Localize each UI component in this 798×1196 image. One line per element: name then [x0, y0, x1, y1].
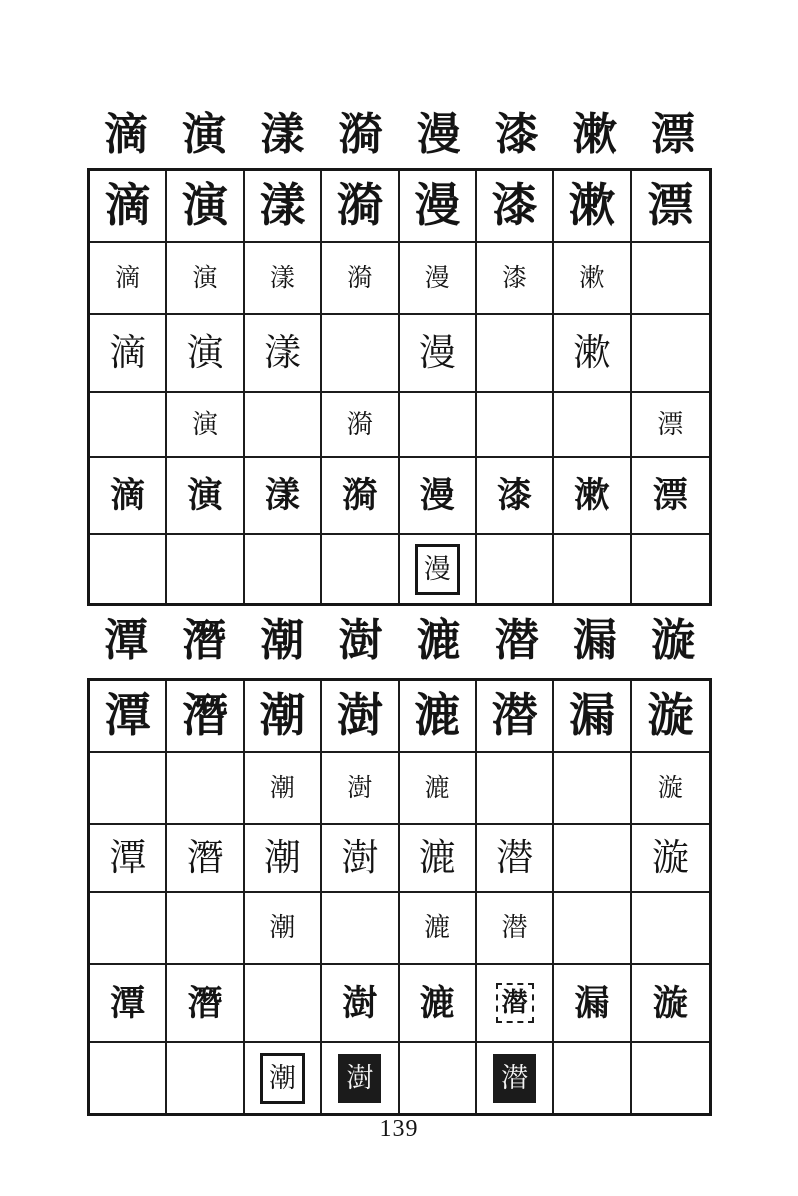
ancient-script-glyph: 漪	[346, 409, 373, 439]
glyph-cell	[554, 458, 631, 535]
ancient-script-glyph: 漫	[424, 264, 450, 292]
ancient-script-glyph: 漆	[497, 476, 533, 515]
ancient-script-glyph: 潮	[260, 1053, 305, 1104]
ancient-script-glyph: 演	[187, 476, 223, 515]
glyph-cell	[245, 681, 322, 753]
ancient-script-glyph: 潭	[110, 983, 146, 1023]
glyph-cell	[554, 965, 631, 1043]
glyph-cell	[245, 243, 322, 315]
glyph-cell	[90, 171, 167, 243]
ancient-script-glyph: 漫	[419, 476, 455, 515]
ancient-script-glyph: 漪	[336, 180, 383, 231]
ancient-script-glyph: 澍	[338, 1054, 381, 1103]
empty-cell	[632, 243, 709, 315]
empty-cell	[322, 893, 399, 965]
glyph-cell	[322, 243, 399, 315]
empty-cell	[167, 535, 244, 603]
ancient-script-glyph: 漉	[419, 983, 455, 1023]
glyph-cell	[554, 243, 631, 315]
ancient-script-glyph: 演	[186, 332, 224, 374]
ancient-script-glyph: 漪	[342, 476, 378, 515]
empty-cell	[245, 535, 322, 603]
empty-cell	[90, 393, 167, 458]
column-header-char: 潮	[260, 616, 305, 665]
glyph-cell	[167, 681, 244, 753]
glyph-cell	[322, 825, 399, 893]
glyph-cell	[90, 825, 167, 893]
ancient-script-glyph: 漾	[269, 264, 295, 292]
ancient-script-glyph: 漫	[414, 180, 461, 231]
ancient-script-glyph: 漩	[651, 837, 689, 879]
empty-cell	[167, 753, 244, 825]
ancient-script-glyph: 漪	[347, 264, 373, 292]
ancient-script-glyph: 漱	[579, 264, 605, 292]
empty-cell	[400, 1043, 477, 1113]
column-header-char: 澍	[338, 616, 383, 665]
ancient-script-glyph: 漂	[652, 476, 688, 515]
empty-cell	[477, 753, 554, 825]
glyph-cell	[477, 1043, 554, 1113]
ancient-script-glyph: 漩	[657, 774, 683, 802]
ancient-script-glyph: 潛	[187, 983, 223, 1023]
ancient-script-glyph: 潜	[493, 1054, 536, 1103]
ancient-script-glyph: 漫	[415, 544, 460, 595]
glyph-cell	[400, 171, 477, 243]
glyph-cell	[322, 458, 399, 535]
empty-cell	[90, 753, 167, 825]
ancient-script-glyph: 潛	[186, 837, 224, 879]
column-header-char: 漫	[416, 110, 461, 159]
ancient-script-glyph: 漱	[573, 332, 611, 374]
glyph-cell	[632, 171, 709, 243]
glyph-cell	[400, 243, 477, 315]
empty-cell	[632, 315, 709, 393]
ancient-script-glyph: 漱	[574, 476, 610, 515]
empty-cell	[322, 315, 399, 393]
ancient-script-glyph: 潜	[496, 837, 534, 879]
glyph-cell	[245, 315, 322, 393]
ancient-script-glyph: 潭	[109, 837, 147, 879]
empty-cell	[554, 825, 631, 893]
ancient-script-glyph: 漉	[418, 837, 456, 879]
ancient-script-glyph: 漂	[657, 409, 684, 439]
empty-cell	[554, 893, 631, 965]
column-header-char: 潭	[104, 616, 149, 665]
glyph-cell	[554, 315, 631, 393]
ancient-script-glyph: 滴	[104, 180, 151, 231]
glyph-cell	[167, 825, 244, 893]
empty-cell	[90, 893, 167, 965]
glyph-cell	[322, 681, 399, 753]
ancient-script-glyph: 漾	[264, 476, 300, 515]
ancient-script-glyph: 漩	[652, 983, 688, 1023]
glyph-cell	[167, 965, 244, 1043]
ancient-script-glyph: 澍	[342, 983, 378, 1023]
ancient-script-glyph: 潛	[182, 690, 229, 741]
lower-header-row	[87, 614, 712, 668]
glyph-cell	[477, 893, 554, 965]
glyph-cell	[554, 681, 631, 753]
glyph-cell	[632, 753, 709, 825]
column-header-char: 漪	[338, 110, 383, 159]
glyph-cell	[477, 681, 554, 753]
column-header-char: 滴	[104, 110, 149, 159]
ancient-script-glyph: 潭	[104, 690, 151, 741]
ancient-script-glyph: 漉	[424, 774, 450, 802]
glyph-cell	[632, 458, 709, 535]
ancient-script-glyph: 漂	[647, 180, 694, 231]
empty-cell	[477, 315, 554, 393]
glyph-cell	[90, 315, 167, 393]
upper-character-grid	[87, 168, 712, 606]
ancient-script-glyph: 漉	[424, 913, 451, 942]
glyph-cell	[400, 535, 477, 603]
ancient-script-glyph: 潜	[491, 690, 538, 741]
glyph-cell	[477, 171, 554, 243]
glyph-cell	[167, 315, 244, 393]
glyph-cell	[554, 171, 631, 243]
column-header-char: 漂	[650, 110, 695, 159]
ancient-script-glyph: 漆	[502, 264, 528, 292]
ancient-script-glyph: 漏	[574, 983, 610, 1023]
glyph-cell	[400, 458, 477, 535]
glyph-cell	[90, 681, 167, 753]
glyph-cell	[400, 893, 477, 965]
column-header-char: 漱	[572, 110, 617, 159]
ancient-script-glyph: 潜	[501, 913, 528, 942]
empty-cell	[90, 535, 167, 603]
ancient-script-glyph: 漾	[259, 180, 306, 231]
glyph-cell	[477, 243, 554, 315]
glyph-cell	[400, 315, 477, 393]
glyph-cell	[322, 393, 399, 458]
empty-cell	[245, 965, 322, 1043]
empty-cell	[477, 535, 554, 603]
ancient-script-glyph: 漏	[568, 690, 615, 741]
upper-header-row	[87, 108, 712, 162]
column-header-char: 潜	[494, 616, 539, 665]
glyph-cell	[400, 965, 477, 1043]
ancient-script-glyph: 演	[192, 409, 219, 439]
ancient-script-glyph: 潮	[259, 690, 306, 741]
empty-cell	[245, 393, 322, 458]
ancient-script-glyph: 漱	[568, 180, 615, 231]
page-number: 139	[379, 1116, 419, 1142]
glyph-cell	[167, 393, 244, 458]
ancient-script-glyph: 漆	[491, 180, 538, 231]
ancient-script-glyph: 滴	[109, 332, 147, 374]
glyph-cell	[400, 753, 477, 825]
ancient-script-glyph: 演	[182, 180, 229, 231]
ancient-script-glyph: 漩	[647, 690, 694, 741]
empty-cell	[90, 1043, 167, 1113]
column-header-char: 漏	[572, 616, 617, 665]
column-header-char: 漉	[416, 616, 461, 665]
glyph-cell	[167, 243, 244, 315]
ancient-script-glyph: 澍	[336, 690, 383, 741]
empty-cell	[554, 753, 631, 825]
empty-cell	[167, 893, 244, 965]
glyph-cell	[245, 753, 322, 825]
column-header-char: 漾	[260, 110, 305, 159]
glyph-cell	[477, 458, 554, 535]
glyph-cell	[322, 171, 399, 243]
empty-cell	[477, 393, 554, 458]
glyph-cell	[400, 681, 477, 753]
column-header-char: 漆	[494, 110, 539, 159]
glyph-cell	[245, 1043, 322, 1113]
ancient-script-glyph: 潮	[269, 774, 295, 802]
glyph-cell	[632, 825, 709, 893]
lower-character-grid	[87, 678, 712, 1116]
glyph-cell	[245, 171, 322, 243]
column-header-char: 漩	[650, 616, 695, 665]
glyph-cell	[90, 243, 167, 315]
ancient-script-glyph: 漫	[418, 332, 456, 374]
glyph-cell	[322, 1043, 399, 1113]
column-header-char: 潛	[182, 616, 227, 665]
ancient-script-glyph: 潮	[269, 913, 296, 942]
column-header-char: 演	[182, 110, 227, 159]
ancient-script-glyph: 漉	[414, 690, 461, 741]
glyph-cell	[167, 458, 244, 535]
glyph-cell	[90, 965, 167, 1043]
glyph-cell	[322, 753, 399, 825]
glyph-cell	[245, 893, 322, 965]
empty-cell	[167, 1043, 244, 1113]
glyph-cell	[477, 965, 554, 1043]
ancient-script-glyph: 潮	[263, 837, 301, 879]
empty-cell	[554, 535, 631, 603]
empty-cell	[632, 1043, 709, 1113]
ancient-script-glyph: 潜	[496, 983, 534, 1023]
empty-cell	[400, 393, 477, 458]
ancient-script-glyph: 演	[192, 264, 218, 292]
ancient-script-glyph: 澍	[341, 837, 379, 879]
ancient-script-glyph: 澍	[347, 774, 373, 802]
ancient-script-glyph: 漾	[263, 332, 301, 374]
glyph-cell	[90, 458, 167, 535]
empty-cell	[554, 393, 631, 458]
empty-cell	[322, 535, 399, 603]
ancient-script-glyph: 滴	[110, 476, 146, 515]
glyph-cell	[632, 965, 709, 1043]
glyph-cell	[400, 825, 477, 893]
glyph-cell	[632, 681, 709, 753]
glyph-cell	[245, 458, 322, 535]
empty-cell	[632, 535, 709, 603]
glyph-cell	[167, 171, 244, 243]
glyph-cell	[477, 825, 554, 893]
glyph-cell	[322, 965, 399, 1043]
empty-cell	[632, 893, 709, 965]
empty-cell	[554, 1043, 631, 1113]
glyph-cell	[245, 825, 322, 893]
ancient-script-glyph: 滴	[115, 264, 141, 292]
glyph-cell	[632, 393, 709, 458]
